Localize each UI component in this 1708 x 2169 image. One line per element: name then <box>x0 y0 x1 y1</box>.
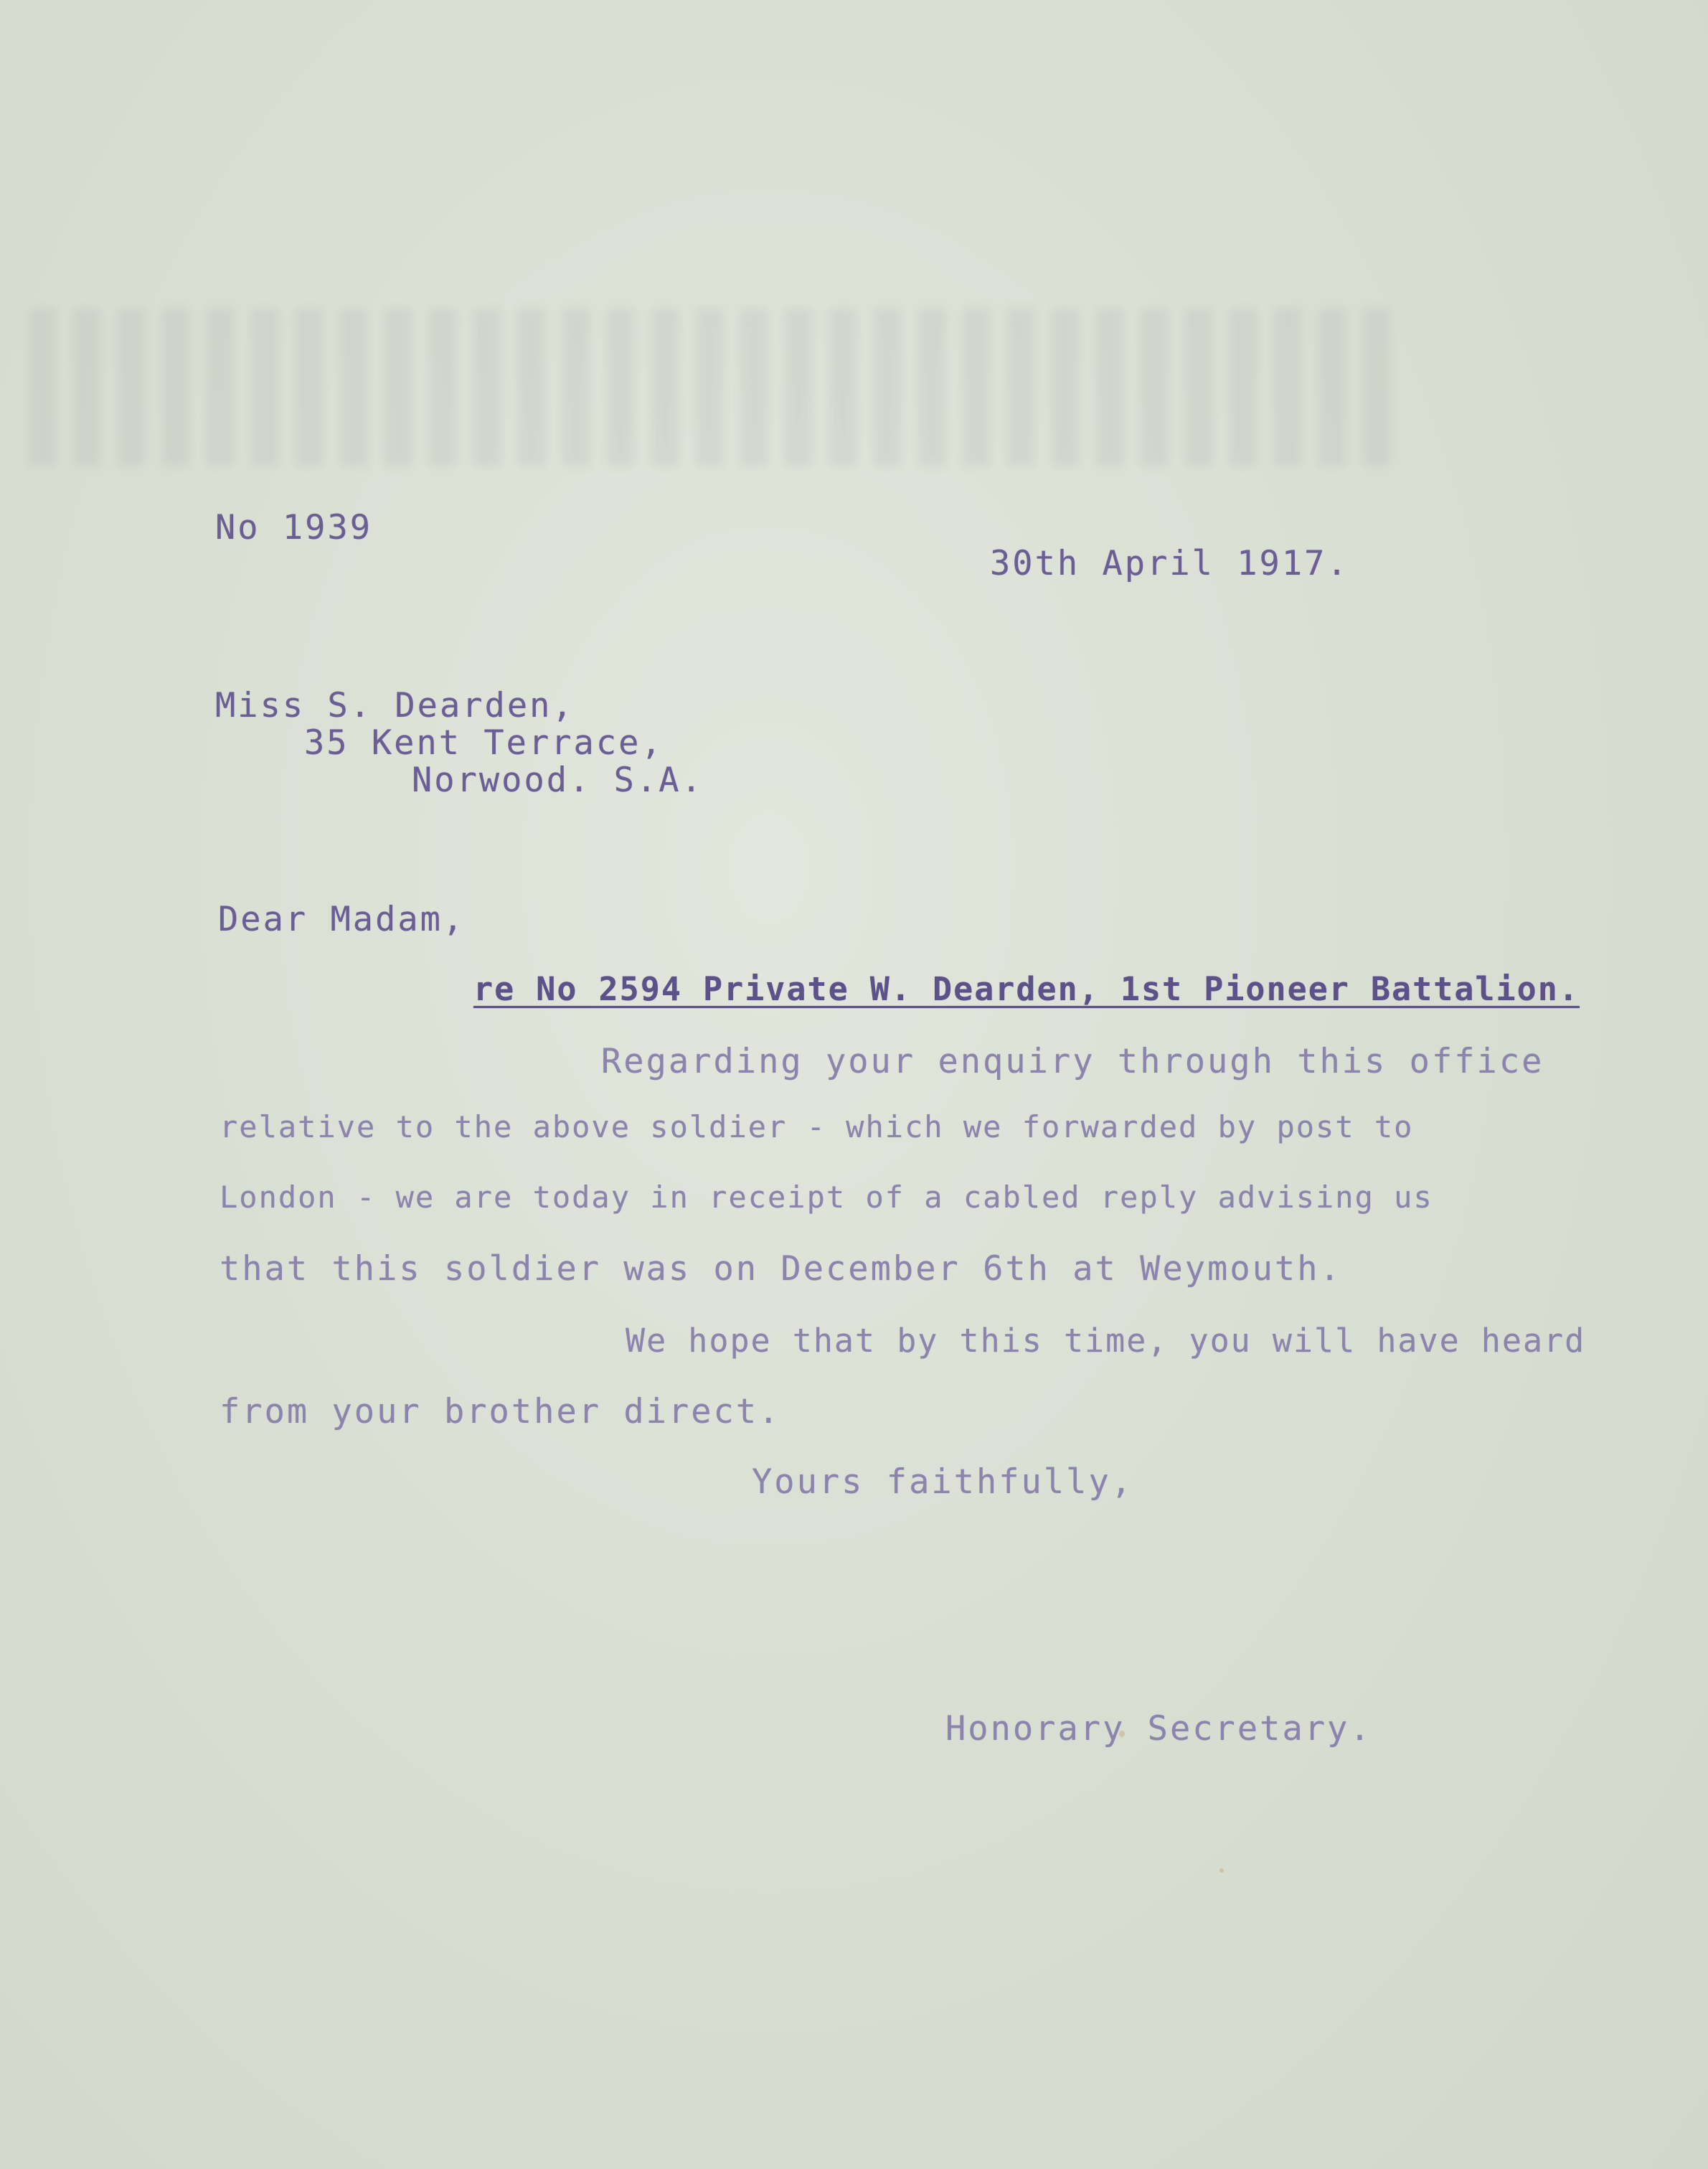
letter-date: 30th April 1917. <box>990 544 1349 583</box>
letterhead-bleed-through <box>29 309 1392 466</box>
subject-line: re No 2594 Private W. Dearden, 1st Pioneer Battalion. <box>473 970 1580 1008</box>
recipient-name: Miss S. Dearden, <box>215 686 575 725</box>
body-paragraph-1-line-1: Regarding your enquiry through this office <box>601 1042 1544 1081</box>
body-paragraph-2-line-2: from your brother direct. <box>220 1392 781 1431</box>
body-paragraph-1-line-4: that this soldier was on December 6th at Weymouth. <box>220 1249 1342 1289</box>
salutation: Dear Madam, <box>218 900 466 939</box>
reference-number: No 1939 <box>215 508 373 547</box>
body-paragraph-1-line-3: London - we are today in receipt of a cabled reply advising us <box>220 1180 1433 1215</box>
body-paragraph-2-line-1: We hope that by this time, you will have heard <box>626 1322 1586 1360</box>
recipient-street: 35 Kent Terrace, <box>304 723 664 763</box>
signature-title: Honorary Secretary. <box>945 1709 1372 1749</box>
closing: Yours faithfully, <box>752 1462 1134 1502</box>
body-paragraph-1-line-2: relative to the above soldier - which we forwarded by post to <box>220 1109 1414 1144</box>
paper-stain <box>1219 1868 1224 1873</box>
recipient-suburb: Norwood. S.A. <box>412 761 704 800</box>
paper-stain <box>1119 1731 1125 1737</box>
